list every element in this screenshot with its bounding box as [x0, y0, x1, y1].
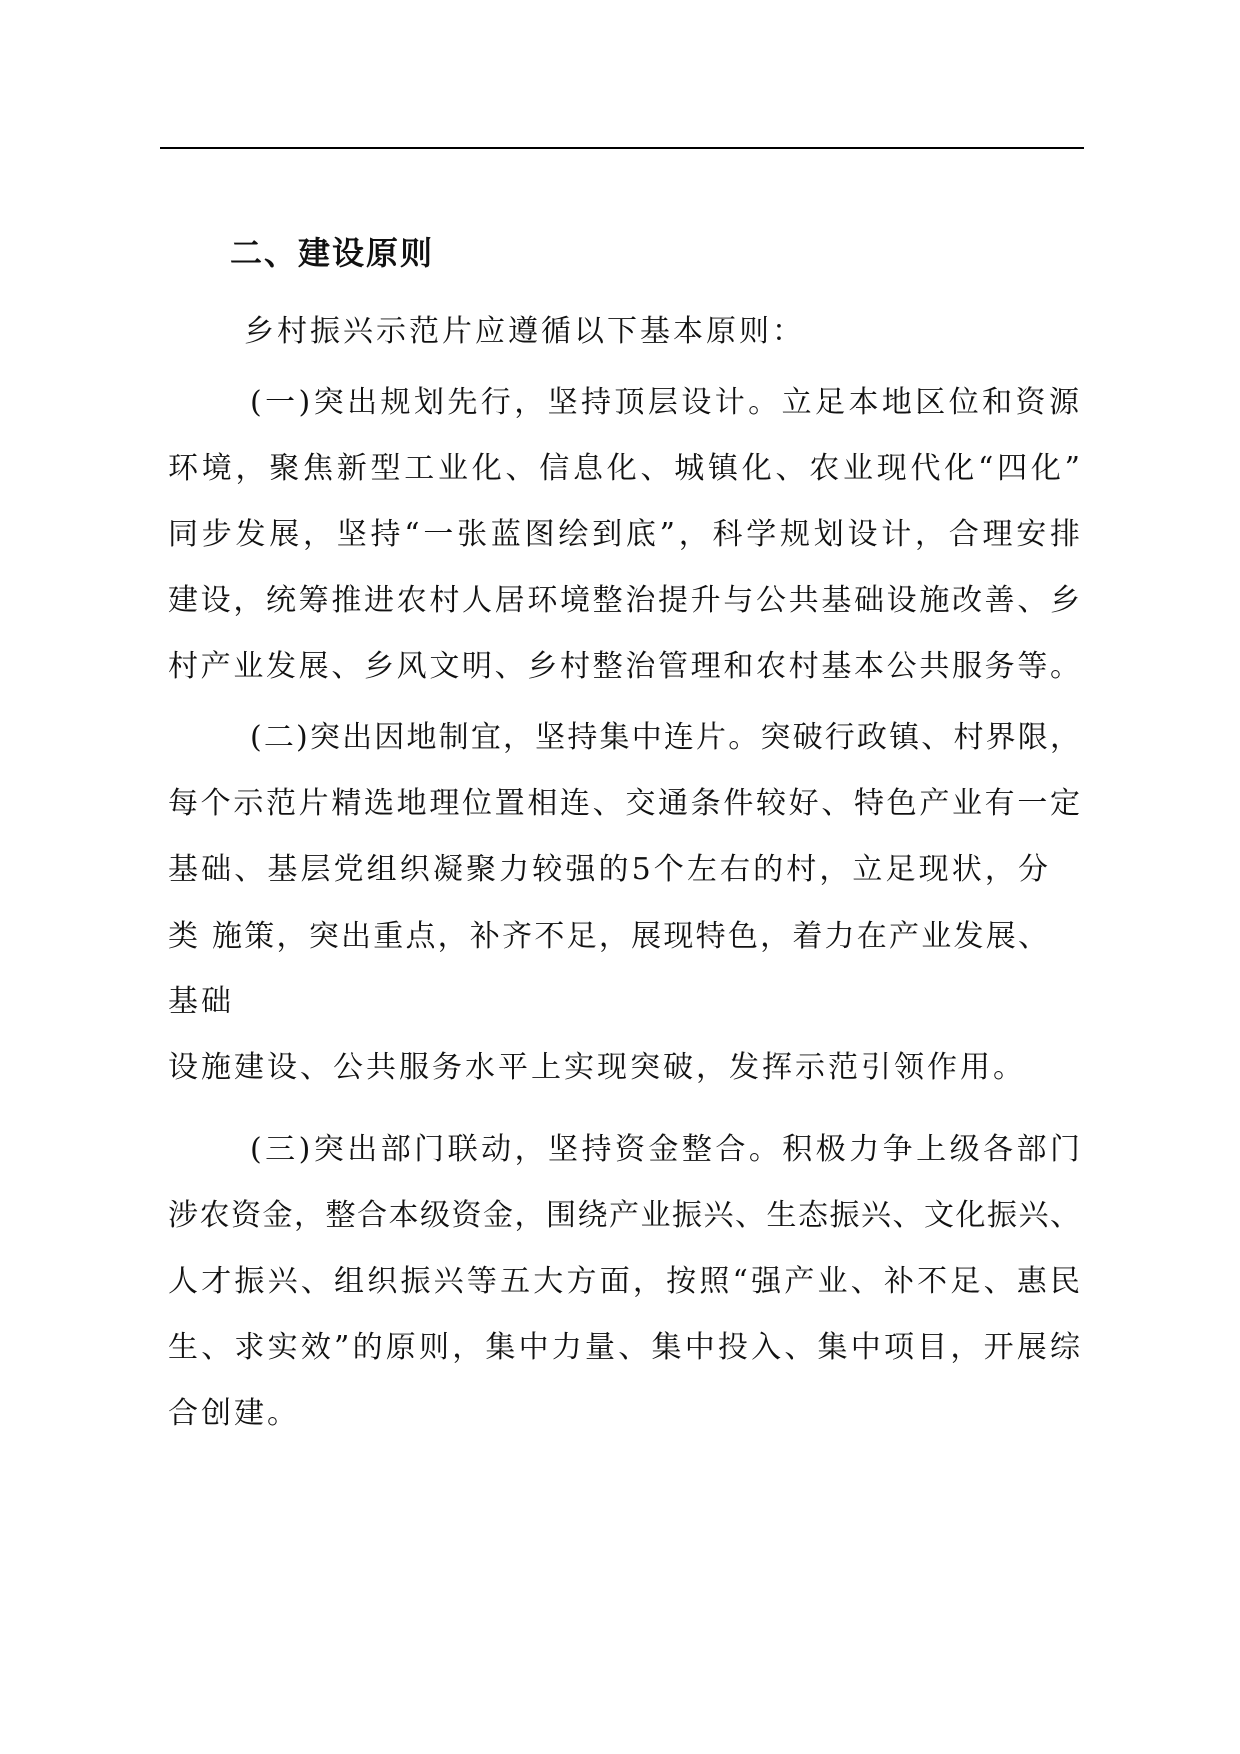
paragraph-2-line-4: 类 施策，突出重点，补齐不足，展现特色，着力在产业发展、: [168, 919, 1048, 954]
intro-text: 乡村振兴示范片应遵循以下基本原则：: [244, 314, 805, 349]
paragraph-3-line-3: 人才振兴、组织振兴等五大方面，按照“强产业、补不足、惠民: [168, 1264, 1080, 1299]
paragraph-1-line-5: 村产业发展、乡风文明、乡村整治管理和农村基本公共服务等。: [168, 649, 1080, 684]
paragraph-2-line-3: 基础、基层党组织凝聚力较强的5个左右的村，立足现状，分: [168, 852, 1048, 887]
paragraph-2-line-6: 设施建设、公共服务水平上实现突破，发挥示范引领作用。: [168, 1050, 1026, 1085]
paragraph-1-line-1: (一)突出规划先行，坚持顶层设计。立足本地区位和资源: [250, 385, 1080, 420]
paragraph-2-line-5: 基础: [168, 984, 234, 1019]
paragraph-1-line-2: 环境，聚焦新型工业化、信息化、城镇化、农业现代化“四化”: [168, 451, 1080, 486]
paragraph-3-line-2: 涉农资金，整合本级资金，围绕产业振兴、生态振兴、文化振兴、: [168, 1198, 1080, 1233]
paragraph-3-line-5: 合创建。: [168, 1396, 300, 1431]
paragraph-2-line-2: 每个示范片精选地理位置相连、交通条件较好、特色产业有一定: [168, 786, 1080, 821]
paragraph-2-line-1: (二)突出因地制宜，坚持集中连片。突破行政镇、村界限，: [250, 720, 1080, 755]
paragraph-1-line-3: 同步发展，坚持“一张蓝图绘到底”，科学规划设计，合理安排: [168, 517, 1080, 552]
paragraph-3-line-4: 生、求实效”的原则，集中力量、集中投入、集中项目，开展综: [168, 1330, 1080, 1365]
paragraph-3-line-1: (三)突出部门联动，坚持资金整合。积极力争上级各部门: [250, 1132, 1080, 1167]
header-rule: [160, 147, 1084, 149]
paragraph-1-line-4: 建设，统筹推进农村人居环境整治提升与公共基础设施改善、乡: [168, 583, 1080, 618]
section-heading: 二、建设原则: [230, 234, 435, 272]
